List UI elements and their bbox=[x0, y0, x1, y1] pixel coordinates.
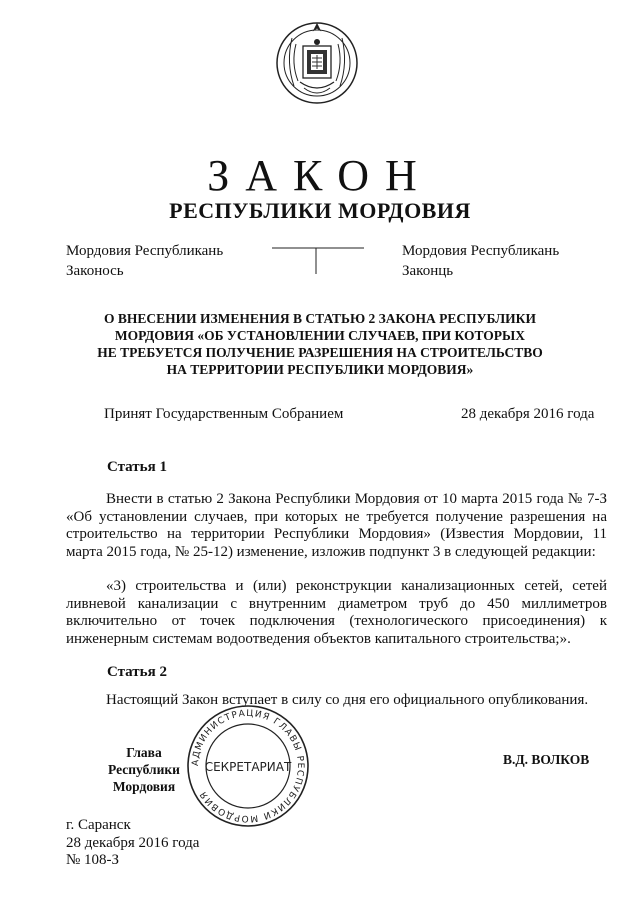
document-title: ЗАКОН bbox=[207, 151, 433, 200]
erzya-title-right-line2: Законць bbox=[402, 263, 454, 279]
place-date-number bbox=[66, 817, 199, 870]
law-heading-line: НА ТЕРРИТОРИИ РЕСПУБЛИКИ МОРДОВИЯ» bbox=[166, 362, 474, 377]
erzya-title-right bbox=[402, 241, 559, 281]
moksha-title-left-line1: Мордовия Республикань bbox=[66, 243, 224, 259]
place-date: 28 декабря 2016 года bbox=[66, 834, 200, 851]
article-2-title: Статья 2 bbox=[107, 664, 167, 680]
law-heading-line: НЕ ТРЕБУЕТСЯ ПОЛУЧЕНИЕ РАЗРЕШЕНИЯ НА СТРОИТЕЛЬСТВО bbox=[97, 345, 543, 360]
law-heading bbox=[60, 310, 580, 378]
article-1-title: Статья 1 bbox=[107, 459, 167, 475]
official-stamp bbox=[184, 702, 312, 830]
article-1-paragraph-2: «3) строительства и (или) реконструкции канализационных сетей, сетей ливневой канализации с внутренним диаметром труб до 450 миллиметров включительно от точек подключения (технологического присоединения) к инженерным системам водоотведения объектов капитального строительства;». bbox=[66, 578, 607, 647]
moksha-title-left bbox=[66, 241, 223, 281]
law-heading-line: МОРДОВИЯ «ОБ УСТАНОВЛЕНИИ СЛУЧАЕВ, ПРИ КОТОРЫХ bbox=[114, 328, 526, 343]
law-number: № 108-З bbox=[66, 852, 120, 868]
adopted-date: 28 декабря 2016 года bbox=[461, 406, 595, 422]
law-heading-line: О ВНЕСЕНИИ ИЗМЕНЕНИЯ В СТАТЬЮ 2 ЗАКОНА РЕСПУБЛИКИ bbox=[104, 311, 536, 326]
signatory-name: В.Д. ВОЛКОВ bbox=[503, 752, 590, 767]
place-city: г. Саранск bbox=[66, 817, 131, 833]
signatory-title-line2: Республики Мордовия bbox=[108, 762, 180, 794]
document-subtitle: РЕСПУБЛИКИ МОРДОВИЯ bbox=[169, 198, 471, 223]
adopted-by-text: Принят Государственным Собранием bbox=[104, 406, 344, 422]
signatory-title-line1: Глава bbox=[126, 745, 162, 760]
header-divider-mark bbox=[272, 244, 364, 278]
stamp-center-text: СЕКРЕТАРИАТ bbox=[204, 760, 292, 774]
article-1-paragraph-1: Внести в статью 2 Закона Республики Мордовия от 10 марта 2015 года № 7-З «Об установлении случаев, при которых не требуется получение разрешения на строительство на территории Республики Мордовия» (Известия Мордовии, 11 марта 2015 года, № 25-12) изменение, изложив подпункт 3 в следующей редакции: bbox=[66, 491, 607, 560]
erzya-title-right-line1: Мордовия Республикань bbox=[402, 243, 560, 259]
moksha-title-left-line2: Законось bbox=[66, 263, 124, 279]
article-2-paragraph: Настоящий Закон вступает в силу со дня его официального опубликования. bbox=[106, 692, 589, 708]
stamp-outer-text: АДМИНИСТРАЦИЯ ГЛАВЫ РЕСПУБЛИКИ МОРДОВИЯ bbox=[190, 708, 306, 824]
coat-of-arms-emblem bbox=[272, 18, 362, 108]
